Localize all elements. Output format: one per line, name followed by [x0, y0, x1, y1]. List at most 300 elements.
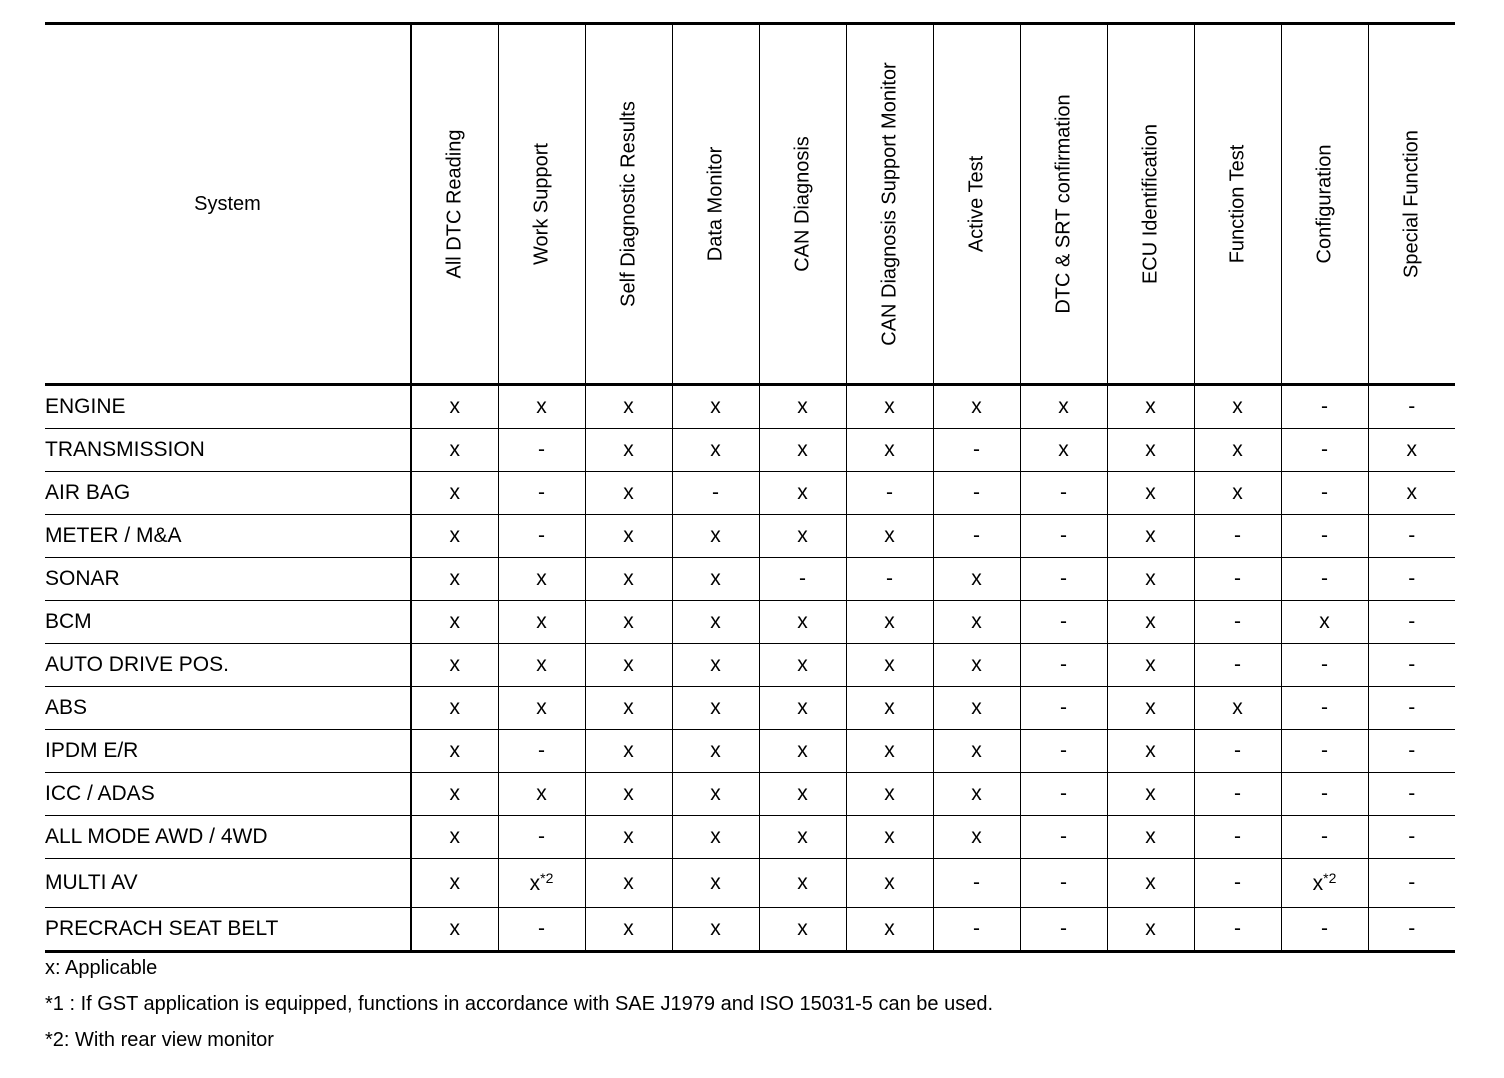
applicability-cell	[1194, 908, 1281, 952]
applicability-mark: -	[1408, 917, 1416, 940]
applicability-cell	[1281, 816, 1368, 859]
system-name-cell: ABS	[45, 687, 411, 730]
applicability-cell	[1194, 429, 1281, 472]
applicability-cell	[1194, 558, 1281, 601]
column-header	[1368, 24, 1455, 385]
applicability-cell	[411, 472, 498, 515]
applicability-mark: -	[1234, 524, 1241, 547]
table-row	[45, 773, 1455, 816]
applicability-mark: x	[536, 610, 547, 633]
applicability-cell	[759, 687, 846, 730]
applicability-mark: x	[1406, 438, 1417, 461]
applicability-cell	[1020, 730, 1107, 773]
applicability-cell	[411, 644, 498, 687]
applicability-mark: -	[973, 871, 980, 894]
applicability-cell	[1020, 558, 1107, 601]
applicability-cell	[1107, 515, 1194, 558]
applicability-cell	[1368, 687, 1455, 730]
applicability-cell	[1107, 816, 1194, 859]
applicability-mark: x	[623, 567, 634, 590]
applicability-mark: -	[1408, 395, 1416, 418]
applicability-mark: -	[1060, 782, 1067, 805]
applicability-cell	[498, 908, 585, 952]
applicability-mark: x	[623, 825, 634, 848]
table-row	[45, 601, 1455, 644]
applicability-cell	[1107, 558, 1194, 601]
applicability-cell	[1281, 515, 1368, 558]
applicability-mark: -	[1408, 653, 1416, 676]
applicability-mark: x	[449, 782, 460, 805]
table-row	[45, 429, 1455, 472]
applicability-cell	[1020, 687, 1107, 730]
applicability-cell	[1194, 601, 1281, 644]
applicability-mark: -	[1408, 610, 1416, 633]
applicability-cell	[1368, 730, 1455, 773]
applicability-cell	[585, 816, 672, 859]
applicability-mark: x	[1145, 567, 1156, 590]
system-name-cell: ICC / ADAS	[45, 773, 411, 816]
column-header	[1281, 24, 1368, 385]
applicability-cell	[759, 472, 846, 515]
applicability-cell	[498, 816, 585, 859]
applicability-mark: x	[623, 917, 634, 940]
applicability-cell	[585, 601, 672, 644]
applicability-cell	[933, 908, 1020, 952]
column-header	[498, 24, 585, 385]
applicability-cell	[1368, 558, 1455, 601]
applicability-mark: x	[797, 610, 808, 633]
system-name-cell: AUTO DRIVE POS.	[45, 644, 411, 687]
applicability-cell	[846, 687, 933, 730]
applicability-mark: x	[1232, 481, 1243, 504]
column-header-label: DTC & SRT confirmation	[1052, 94, 1074, 314]
applicability-mark: x	[623, 481, 634, 504]
applicability-mark: -	[1321, 653, 1328, 676]
applicability-cell	[1194, 644, 1281, 687]
applicability-cell	[498, 730, 585, 773]
applicability-cell	[1368, 644, 1455, 687]
applicability-cell	[411, 730, 498, 773]
applicability-mark: x	[710, 739, 721, 762]
applicability-cell	[933, 644, 1020, 687]
applicability-mark: x	[449, 825, 460, 848]
applicability-mark: x	[797, 653, 808, 676]
applicability-cell	[1281, 429, 1368, 472]
applicability-mark: -	[1234, 825, 1241, 848]
column-header-label: Function Test	[1226, 144, 1248, 264]
applicability-mark: -	[1060, 481, 1067, 504]
footnote-ref: *2	[540, 870, 554, 886]
applicability-mark: x	[1145, 696, 1156, 719]
applicability-cell	[933, 816, 1020, 859]
applicability-mark: -	[1321, 524, 1328, 547]
applicability-mark: -	[1060, 825, 1067, 848]
applicability-cell	[933, 515, 1020, 558]
applicability-mark: x	[623, 696, 634, 719]
column-header-label: ECU Identification	[1139, 123, 1161, 285]
applicability-cell	[585, 515, 672, 558]
applicability-mark: x	[1145, 917, 1156, 940]
applicability-cell	[933, 687, 1020, 730]
applicability-mark: x	[884, 825, 895, 848]
applicability-mark: -	[1234, 610, 1241, 633]
applicability-cell	[672, 515, 759, 558]
applicability-cell	[1281, 558, 1368, 601]
applicability-cell	[672, 558, 759, 601]
applicability-cell	[672, 730, 759, 773]
applicability-cell	[411, 908, 498, 952]
applicability-cell	[846, 908, 933, 952]
footnote-1: *1 : If GST application is equipped, functions in accordance with SAE J1979 and ISO 15031-5 can be used.	[45, 993, 994, 1015]
applicability-cell	[498, 429, 585, 472]
applicability-mark: -	[973, 524, 980, 547]
applicability-cell	[1281, 773, 1368, 816]
applicability-mark: -	[1234, 567, 1241, 590]
column-header-label: Self Diagnostic Results	[617, 101, 639, 307]
table-row	[45, 859, 1455, 908]
applicability-mark: x	[1058, 395, 1069, 418]
applicability-cell	[759, 773, 846, 816]
applicability-cell	[1107, 601, 1194, 644]
applicability-mark: x	[536, 567, 547, 590]
applicability-mark: x	[449, 696, 460, 719]
applicability-mark: x	[710, 395, 721, 418]
applicability-cell	[1368, 601, 1455, 644]
applicability-cell	[759, 816, 846, 859]
table-row	[45, 644, 1455, 687]
applicability-cell	[933, 429, 1020, 472]
applicability-cell	[1368, 859, 1455, 908]
applicability-mark: x	[797, 825, 808, 848]
applicability-cell	[933, 472, 1020, 515]
table-row	[45, 472, 1455, 515]
applicability-cell	[846, 558, 933, 601]
applicability-cell	[672, 908, 759, 952]
applicability-mark: x	[623, 524, 634, 547]
applicability-mark: x	[971, 653, 982, 676]
applicability-mark: x	[1232, 696, 1243, 719]
applicability-cell	[1368, 908, 1455, 952]
applicability-cell	[759, 429, 846, 472]
applicability-mark: x	[971, 567, 982, 590]
applicability-mark: x	[884, 524, 895, 547]
applicability-mark: -	[1408, 871, 1416, 894]
applicability-mark: -	[712, 481, 719, 504]
applicability-cell	[411, 515, 498, 558]
applicability-mark: -	[1060, 524, 1067, 547]
applicability-cell	[1020, 816, 1107, 859]
applicability-mark: x	[884, 395, 895, 418]
applicability-cell	[672, 816, 759, 859]
applicability-mark: x	[1145, 395, 1156, 418]
applicability-cell	[846, 472, 933, 515]
column-header	[411, 24, 498, 385]
applicability-mark: -	[1408, 825, 1416, 848]
applicability-cell	[846, 859, 933, 908]
applicability-mark: x	[449, 481, 460, 504]
footnote-ref: *2	[1323, 870, 1337, 886]
applicability-cell	[846, 515, 933, 558]
applicability-mark: x	[623, 782, 634, 805]
applicability-mark: x	[797, 696, 808, 719]
applicability-mark: x	[449, 567, 460, 590]
applicability-cell	[1107, 429, 1194, 472]
applicability-mark: x	[623, 395, 634, 418]
applicability-cell	[585, 687, 672, 730]
applicability-mark: x	[884, 653, 895, 676]
applicability-mark: x	[1058, 438, 1069, 461]
table-row	[45, 515, 1455, 558]
table-row	[45, 558, 1455, 601]
table-body	[45, 385, 1455, 952]
applicability-mark: x	[1145, 610, 1156, 633]
applicability-cell	[1107, 730, 1194, 773]
applicability-mark: -	[1321, 438, 1328, 461]
applicability-cell	[1194, 816, 1281, 859]
applicability-cell	[1020, 773, 1107, 816]
applicability-mark: x	[710, 567, 721, 590]
applicability-cell	[1194, 515, 1281, 558]
applicability-mark: -	[799, 567, 806, 590]
applicability-mark: x	[797, 739, 808, 762]
applicability-mark: x	[1232, 395, 1243, 418]
applicability-cell	[672, 687, 759, 730]
system-name-cell: PRECRACH SEAT BELT	[45, 908, 411, 952]
table-row	[45, 730, 1455, 773]
applicability-cell	[1368, 429, 1455, 472]
system-name-cell: ENGINE	[45, 385, 411, 429]
applicability-mark: x	[536, 696, 547, 719]
applicability-cell	[498, 385, 585, 429]
applicability-mark: x	[797, 917, 808, 940]
column-header-label: Active Test	[965, 155, 987, 253]
applicability-mark: x	[971, 782, 982, 805]
applicability-cell	[585, 385, 672, 429]
applicability-cell	[759, 859, 846, 908]
applicability-cell	[846, 385, 933, 429]
applicability-mark: x	[1145, 825, 1156, 848]
table-row	[45, 687, 1455, 730]
applicability-mark: x	[1312, 872, 1324, 895]
applicability-cell	[759, 908, 846, 952]
applicability-cell	[411, 687, 498, 730]
applicability-mark: x	[797, 871, 808, 894]
applicability-mark: -	[1060, 610, 1067, 633]
applicability-cell	[1107, 773, 1194, 816]
applicability-mark: -	[1060, 653, 1067, 676]
applicability-cell	[585, 558, 672, 601]
applicability-mark: x	[529, 872, 541, 895]
applicability-mark: x	[449, 438, 460, 461]
system-name-cell: ALL MODE AWD / 4WD	[45, 816, 411, 859]
applicability-mark: x	[710, 653, 721, 676]
footnote-2: *2: With rear view monitor	[45, 1029, 274, 1051]
applicability-cell	[585, 908, 672, 952]
column-header	[585, 24, 672, 385]
applicability-mark: x	[710, 871, 721, 894]
column-header	[1020, 24, 1107, 385]
applicability-cell	[1020, 429, 1107, 472]
applicability-mark: -	[1060, 739, 1067, 762]
function-matrix-table	[45, 22, 1455, 953]
applicability-mark: x	[536, 653, 547, 676]
applicability-mark: x	[623, 653, 634, 676]
applicability-cell	[1194, 859, 1281, 908]
applicability-mark: x	[971, 395, 982, 418]
applicability-cell	[1281, 601, 1368, 644]
applicability-cell	[411, 429, 498, 472]
column-header	[846, 24, 933, 385]
applicability-cell	[1281, 687, 1368, 730]
applicability-cell	[672, 472, 759, 515]
applicability-cell	[933, 601, 1020, 644]
table-row	[45, 908, 1455, 952]
applicability-cell	[1368, 816, 1455, 859]
applicability-cell	[672, 644, 759, 687]
applicability-mark: x	[449, 524, 460, 547]
applicability-mark: -	[886, 567, 893, 590]
applicability-mark: x	[710, 696, 721, 719]
applicability-cell	[933, 558, 1020, 601]
applicability-mark: x	[1145, 871, 1156, 894]
system-name-cell: SONAR	[45, 558, 411, 601]
applicability-cell	[759, 644, 846, 687]
applicability-cell	[846, 601, 933, 644]
applicability-mark: -	[1060, 567, 1067, 590]
system-name-cell: TRANSMISSION	[45, 429, 411, 472]
applicability-mark: -	[1408, 696, 1416, 719]
applicability-cell	[498, 644, 585, 687]
applicability-mark: x	[797, 782, 808, 805]
applicability-mark: -	[1321, 696, 1328, 719]
applicability-cell	[411, 859, 498, 908]
applicability-cell	[498, 859, 585, 908]
applicability-cell	[1281, 644, 1368, 687]
applicability-cell	[411, 385, 498, 429]
applicability-cell	[1107, 687, 1194, 730]
system-name-cell: BCM	[45, 601, 411, 644]
applicability-cell	[1194, 472, 1281, 515]
system-name-cell: MULTI AV	[45, 859, 411, 908]
applicability-cell	[1281, 859, 1368, 908]
applicability-cell	[1368, 515, 1455, 558]
applicability-cell	[933, 859, 1020, 908]
applicability-mark: x	[1145, 524, 1156, 547]
applicability-cell	[846, 429, 933, 472]
applicability-cell	[1194, 730, 1281, 773]
applicability-cell	[1020, 601, 1107, 644]
applicability-mark: -	[1408, 567, 1416, 590]
applicability-mark: x	[710, 782, 721, 805]
applicability-mark: x	[623, 610, 634, 633]
applicability-cell	[1107, 385, 1194, 429]
applicability-mark: -	[1408, 524, 1416, 547]
column-header-label: Special Function	[1400, 130, 1423, 278]
applicability-mark: x	[797, 395, 808, 418]
applicability-mark: -	[1321, 395, 1328, 418]
applicability-mark: x	[623, 739, 634, 762]
system-name-cell: IPDM E/R	[45, 730, 411, 773]
applicability-cell	[1368, 773, 1455, 816]
column-header-label: CAN Diagnosis	[791, 136, 813, 272]
applicability-mark: -	[1321, 825, 1328, 848]
applicability-cell	[1107, 472, 1194, 515]
applicability-mark: x	[1145, 739, 1156, 762]
applicability-cell	[1368, 472, 1455, 515]
applicability-cell	[411, 816, 498, 859]
applicability-mark: x	[1145, 653, 1156, 676]
applicability-mark: x	[797, 481, 808, 504]
applicability-cell	[672, 859, 759, 908]
applicability-mark: x	[623, 438, 634, 461]
applicability-cell	[672, 429, 759, 472]
applicability-mark: x	[884, 782, 895, 805]
applicability-cell	[1107, 644, 1194, 687]
applicability-mark: -	[973, 481, 980, 504]
applicability-cell	[498, 773, 585, 816]
applicability-cell	[1020, 908, 1107, 952]
applicability-cell	[585, 730, 672, 773]
column-header	[672, 24, 759, 385]
applicability-cell	[585, 773, 672, 816]
applicability-cell	[411, 558, 498, 601]
applicability-mark: -	[538, 438, 545, 461]
system-column-header: System	[45, 24, 411, 385]
column-header-label: All DTC Reading	[443, 129, 466, 279]
applicability-mark: x	[884, 871, 895, 894]
applicability-mark: -	[538, 524, 545, 547]
applicability-mark: x	[710, 825, 721, 848]
applicability-mark: x	[449, 653, 460, 676]
column-header-label: Data Monitor	[704, 146, 726, 262]
applicability-cell	[498, 558, 585, 601]
applicability-cell	[498, 687, 585, 730]
applicability-mark: x	[884, 696, 895, 719]
applicability-mark: -	[1234, 871, 1241, 894]
applicability-mark: -	[1060, 917, 1067, 940]
column-header-label: Configuration	[1313, 144, 1335, 264]
applicability-mark: x	[797, 438, 808, 461]
applicability-cell	[672, 773, 759, 816]
applicability-mark: -	[973, 438, 980, 461]
applicability-cell	[759, 515, 846, 558]
applicability-cell	[933, 730, 1020, 773]
applicability-mark: -	[1408, 739, 1416, 762]
applicability-mark: -	[1408, 782, 1416, 805]
applicability-mark: -	[538, 481, 545, 504]
applicability-mark: -	[1321, 567, 1328, 590]
applicability-mark: x	[884, 917, 895, 940]
applicability-mark: x	[710, 917, 721, 940]
applicability-mark: x	[536, 782, 547, 805]
applicability-cell	[585, 472, 672, 515]
header-row	[45, 24, 1455, 385]
column-header-label: Work Support	[530, 143, 552, 265]
applicability-cell	[759, 385, 846, 429]
applicability-cell	[1020, 472, 1107, 515]
applicability-cell	[498, 515, 585, 558]
system-name-cell: METER / M&A	[45, 515, 411, 558]
applicability-mark: -	[538, 739, 545, 762]
column-header-label: CAN Diagnosis Support Monitor	[878, 62, 900, 346]
applicability-mark: x	[971, 610, 982, 633]
applicability-mark: x	[710, 610, 721, 633]
applicability-mark: x	[971, 696, 982, 719]
applicability-cell	[846, 644, 933, 687]
applicability-mark: x	[449, 871, 460, 894]
applicability-cell	[1281, 908, 1368, 952]
applicability-cell	[1194, 687, 1281, 730]
